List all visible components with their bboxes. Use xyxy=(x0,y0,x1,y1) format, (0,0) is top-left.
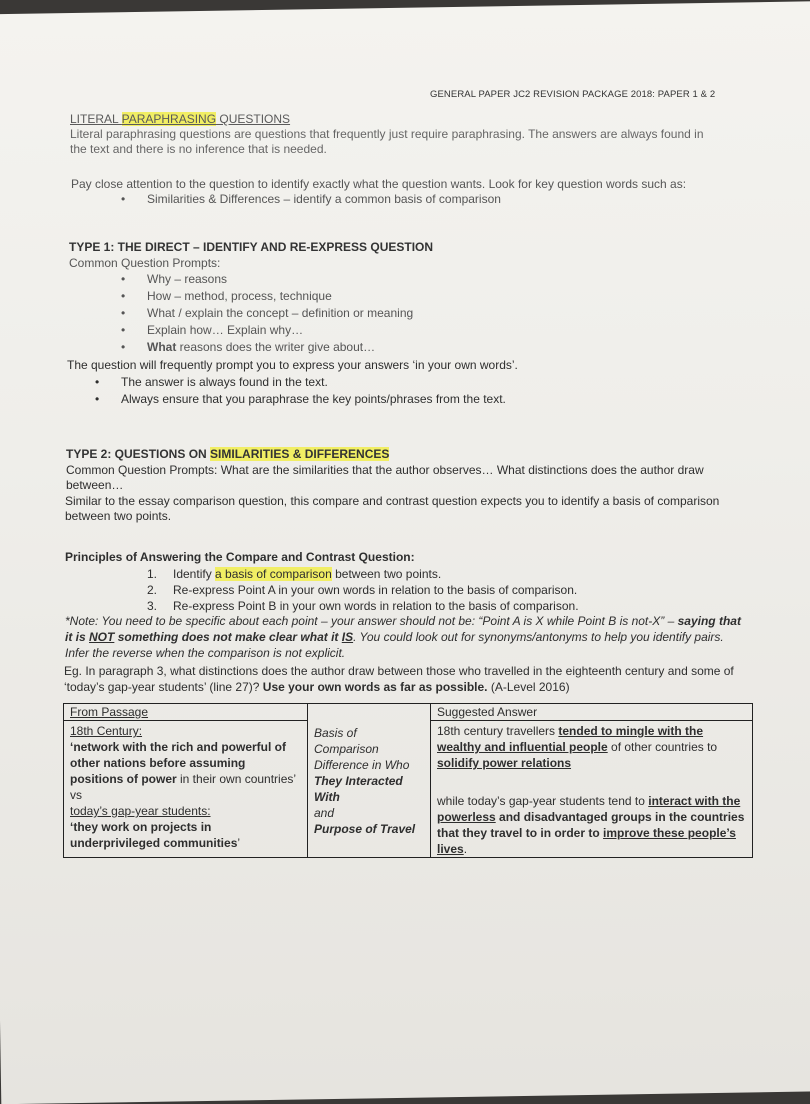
page-header: GENERAL PAPER JC2 REVISION PACKAGE 2018: PAPER 1 & 2 xyxy=(430,89,716,100)
type2-prompts: Common Question Prompts: What are the similarities that the author observes… What distinctions does the author draw between… xyxy=(66,463,704,492)
type2-similar: Similar to the essay comparison question, this compare and contrast question expects you to identify a basis of comparison between two points. xyxy=(65,494,720,523)
type1-prompts xyxy=(147,271,647,356)
list-item: • The answer is always found in the text. xyxy=(121,374,621,391)
list-item: • What reasons does the writer give about… xyxy=(147,339,647,356)
header-basis-blank xyxy=(308,704,431,721)
list-item: • Similarities & Differences – identify a common basis of comparison xyxy=(147,192,707,207)
type1-notes xyxy=(121,374,621,408)
basis-who: Difference in Who xyxy=(314,757,410,772)
header-from-passage: From Passage xyxy=(64,704,308,721)
basis-purpose: Purpose of Travel xyxy=(314,821,416,836)
principles-steps xyxy=(147,566,747,614)
step-3: 3. Re-express Point B in your own words in relation to the basis of comparison. xyxy=(147,599,579,613)
type1-note: The question will frequently prompt you to express your answers ‘in your own words’. xyxy=(67,358,518,372)
passage-18th-century: 18th Century: xyxy=(70,724,143,738)
list-item: • Explain how… Explain why… xyxy=(147,322,647,339)
header-suggested-answer: Suggested Answer xyxy=(431,704,753,721)
basis-and: and xyxy=(314,805,335,820)
attention-text: Pay close attention to the question to identify exactly what the question wants. Look for key question words such as: xyxy=(71,177,687,191)
comparison-table xyxy=(63,703,753,858)
passage-today: today’s gap-year students: xyxy=(70,804,211,818)
principles-note: *Note: You need to be specific about each point – your answer should not be: “Point A is X while Point B is not-X” – saying that it is NOT something does not make clear what it IS. You could look out for synonyms/antonyms to help you identify pairs. Infer the reverse when the comparison is not explicit. xyxy=(65,614,741,660)
answer-part-2: while today’s gap-year students tend to interact with the powerless and disadvantaged groups in the countries that they travel to in order to improve these people’s lives. xyxy=(437,794,745,856)
passage-quote-2: ‘they work on projects in underprivileged communities’ xyxy=(70,820,241,850)
list-item: • How – method, process, technique xyxy=(147,288,647,305)
basis-interacted: They Interacted With xyxy=(314,773,403,804)
list-item: • Why – reasons xyxy=(147,271,647,288)
literal-desc: Literal paraphrasing questions are questions that frequently just require paraphrasing. The answers are always found in the text and there is no inference that is needed. xyxy=(70,127,704,156)
type1-prompts-label: Common Question Prompts: xyxy=(69,256,221,270)
passage-quote-1: ‘network with the rich and powerful of other nations before assuming positions of power in their own countries’ xyxy=(70,740,297,786)
answer-cell xyxy=(431,721,753,858)
type1-title: TYPE 1: THE DIRECT – IDENTIFY AND RE-EXPRESS QUESTION xyxy=(69,240,434,254)
literal-bullets xyxy=(147,192,707,207)
passage-vs: vs xyxy=(70,788,82,802)
literal-title: LITERAL PARAPHRASING QUESTIONS xyxy=(70,112,291,126)
answer-part-1: 18th century travellers tended to mingle with the wealthy and influential people of other countries to solidify power relations xyxy=(437,724,718,770)
basis-cell xyxy=(308,721,431,858)
basis-label: Basis of Comparison xyxy=(314,725,379,756)
literal-section xyxy=(70,112,710,157)
example-question: Eg. In paragraph 3, what distinctions does the author draw between those who travelled in the eighteenth century and some of ‘today’s gap-year students’ (line 27)? Use your own words as far as possible. (A-Level 2016) xyxy=(64,664,734,694)
list-item: • Always ensure that you paraphrase the key points/phrases from the text. xyxy=(121,391,621,408)
passage-cell xyxy=(64,721,308,858)
step-1: 1. Identify a basis of comparison between two points. xyxy=(147,567,442,581)
step-2: 2. Re-express Point A in your own words in relation to the basis of comparison. xyxy=(147,583,578,597)
type2-title: TYPE 2: QUESTIONS ON SIMILARITIES & DIFFERENCES xyxy=(66,447,390,461)
principles-title: Principles of Answering the Compare and Contrast Question: xyxy=(65,550,415,564)
list-item: • What / explain the concept – definition or meaning xyxy=(147,305,647,322)
